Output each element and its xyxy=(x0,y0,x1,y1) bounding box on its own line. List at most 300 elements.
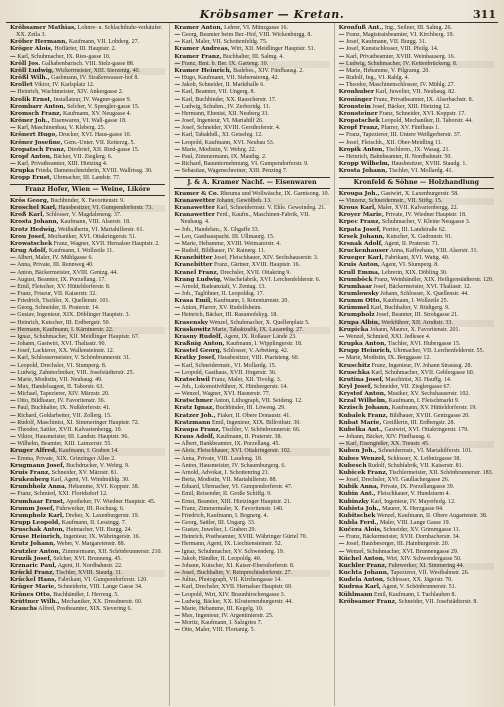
entry-name: Kropf Franz, xyxy=(338,125,380,132)
directory-entry xyxy=(10,491,165,498)
entry-details: Hugo, Kaufmann, VII. Siebensterng. 42. xyxy=(181,75,279,82)
entry-name: Kratochwil xyxy=(174,376,210,383)
directory-entry xyxy=(339,470,494,477)
directory-entry xyxy=(339,413,494,420)
directory-entry xyxy=(174,470,329,477)
directory-entry xyxy=(174,363,329,370)
entry-details: Hermann, Ebenist, XII. Neuberg 33. xyxy=(181,110,269,117)
entry-details: Wirt, XII. Meidlinger Hauptstr. 51. xyxy=(231,46,316,53)
entry-name: — xyxy=(338,548,345,555)
entry-details: Frieda, Damenschneiderin, XVIII. Wallrissg. 30. xyxy=(35,168,153,175)
entry-details: Leopold, Drechsler, VI. Stumperg. 8. xyxy=(17,362,107,369)
directory-entry xyxy=(174,398,329,405)
entry-name: Krastel Georg, xyxy=(174,348,222,355)
directory-entry xyxy=(10,46,165,53)
entry-name: Krümmel xyxy=(338,305,370,312)
entry-details: Zimmermann, XII. Schönbrunnerstr. 210. xyxy=(62,548,163,555)
entry-details: Schlosser, V. Arbeiterg. 42. xyxy=(223,348,289,355)
directory-entry xyxy=(174,154,329,161)
entry-details: Buchbinder, III. Löweng. 29. xyxy=(215,405,286,412)
directory-entry xyxy=(339,312,494,319)
entry-details: Kaufmann, I. Wollzeile 25. xyxy=(383,298,449,305)
entry-details: Paul, Zimmermann, IX. Mauthg. 2. xyxy=(181,153,267,160)
entry-name: Kropf Anton, xyxy=(10,153,53,160)
entry-name: Krumhaar xyxy=(338,283,372,290)
entry-name: — xyxy=(10,305,16,312)
directory-entry xyxy=(174,606,329,613)
entry-details: Josef, Hausbesorger, III. Hainburgerstr. 20. xyxy=(345,541,450,548)
directory-entry xyxy=(10,520,165,527)
entry-details: Buchhalter, III. Salmg. 4. xyxy=(222,53,284,60)
entry-details: Schneider, XV. Grimmgasse 11. xyxy=(383,527,461,534)
entry-name: — xyxy=(10,326,16,333)
directory-entry xyxy=(339,97,494,104)
entry-details: Maler, XVII. Kalvarienbergg. 22. xyxy=(377,205,459,212)
entry-details: Anna, Private, III. Rennweg 40. xyxy=(16,262,94,269)
entry-name: — xyxy=(10,491,16,498)
entry-name: — xyxy=(10,348,16,355)
directory-entry xyxy=(10,61,165,68)
directory-entry xyxy=(339,284,494,291)
entry-details: Kutscher, X. Gudrunstr. 91. xyxy=(386,233,453,240)
entry-name: Kraus Adolf, xyxy=(174,434,215,441)
entry-name: Kropatschek xyxy=(338,118,380,125)
entry-name: — xyxy=(10,341,16,348)
entry-name: Kruschak Anton, xyxy=(10,527,65,534)
entry-details: Leopold, Gasthaus, XVII. Jörgerstr. 36. xyxy=(181,369,277,376)
entry-details: Anton, Hausmeister, IV. Schaumburgerg. 6. xyxy=(181,462,286,469)
directory-entry xyxy=(339,405,494,412)
directory-entry xyxy=(339,584,494,591)
entry-details: Kaufmann, I. Rotenturmstr. 20. xyxy=(213,298,289,305)
entry-details: Karl, Privatbeamter, XIII. Hietzing 4. xyxy=(17,160,108,167)
entry-name: Kraskowitz xyxy=(174,326,211,333)
directory-entry xyxy=(174,499,329,506)
directory-entry xyxy=(339,549,494,556)
directory-entry xyxy=(174,161,329,168)
entry-name: — xyxy=(10,405,16,412)
directory-entry xyxy=(174,125,329,132)
entry-name: — xyxy=(10,426,16,433)
directory-entry xyxy=(174,234,329,241)
entry-details: Marie, Modistin, VII. Neubaug. 49. xyxy=(17,376,103,383)
entry-name: — xyxy=(174,448,181,455)
entry-details: Marie, Tabaktrafik, IX. Lazarethg. 27. xyxy=(212,326,304,333)
directory-entry xyxy=(339,456,494,463)
directory-entry xyxy=(174,227,329,234)
entry-name: Krumbholz Anna, xyxy=(10,484,67,491)
directory-entry xyxy=(10,227,165,234)
entry-details: Karl, Juwelier, VII. Neubaug. 82. xyxy=(375,89,456,96)
directory-entry xyxy=(174,104,329,111)
entry-details: Galhabenbarisch. VIII. Stelz-gasse 88. xyxy=(41,60,135,67)
directory-entry xyxy=(174,191,329,198)
entry-name: Kroyer Marie, xyxy=(338,212,384,219)
entry-details: Josef, Ingenieur, VI. Mariahilf 26. xyxy=(181,118,264,125)
entry-details: Lehrer, VI. Münzgasse 16. xyxy=(224,25,289,31)
directory-entry xyxy=(174,584,329,591)
entry-details: Emil, Kaufmann, I. Tuchlauben 8. xyxy=(374,591,457,598)
entry-name: — xyxy=(174,441,181,448)
entry-name: — xyxy=(174,477,181,484)
directory-column-2 xyxy=(170,23,334,706)
entry-name: — xyxy=(174,527,181,534)
entry-name: — xyxy=(10,419,16,426)
entry-name: Kruzik Josef, xyxy=(10,555,52,562)
entry-details: Wirt, XIV. Schwendergasse 50. xyxy=(386,555,462,562)
entry-details: Franz, Bmt. b. Ber. IX. Garteng. 10. xyxy=(181,60,269,67)
entry-name: Krpata Josef, xyxy=(338,226,381,233)
directory-entry xyxy=(339,111,494,118)
entry-details: Schlosser, V. Magdaleneng. 37. xyxy=(45,212,122,219)
entry-name: Krutzler Anton, xyxy=(10,548,61,555)
directory-entry xyxy=(10,298,165,305)
entry-name: Kröner Joh., xyxy=(10,118,50,125)
entry-name: — xyxy=(174,118,181,125)
directory-entry xyxy=(339,205,494,212)
entry-name: — xyxy=(174,369,181,376)
entry-name: — xyxy=(174,591,181,598)
entry-details: Joh., Lokomotivführer, X. Himbergerstr. 14. xyxy=(181,384,288,390)
entry-details: Johann, Bäcker, XIV. Fünfhausg. 6. xyxy=(345,434,432,441)
entry-details: Leopold, Kaufmann, XVI. Neubau 53. xyxy=(181,139,275,146)
entry-name: — xyxy=(174,226,181,233)
entry-name: — xyxy=(174,290,181,297)
directory-entry xyxy=(339,140,494,147)
entry-details: Wenzel, Schuhmacher, XVI. Brunnengasse 29. xyxy=(345,548,459,555)
entry-details: Franz, Privatbeamter, IX. Alserbachstr. 8. xyxy=(373,96,474,103)
entry-details: Leo, Gasthauspacht. III. Ullmaurg. 15. xyxy=(181,233,275,240)
advertisement-box: J. & A. Kramer Nachf. — Eisenwaren xyxy=(174,177,329,189)
entry-details: Ernst, Beamter, XIII. Hietzinger Hauptstr. 21. xyxy=(181,498,292,505)
directory-entry xyxy=(339,506,494,513)
entry-details: Apotheker, IV. Wiedner Hauptstr. 45. xyxy=(66,498,156,505)
directory-entry xyxy=(339,255,494,262)
entry-name: — xyxy=(174,555,181,562)
entry-name: Krznaric Paul, xyxy=(10,562,57,569)
entry-details: Tischlermeister, XII. Schönbrunnerstr. 183. xyxy=(389,469,494,476)
entry-name: — xyxy=(338,53,345,60)
entry-details: Johann, Schlosser, X. Quellenstr. 44. xyxy=(380,290,469,297)
entry-details: Drucker, XVI. Haus-gasse 10. xyxy=(58,132,132,139)
entry-name: — xyxy=(10,255,16,262)
entry-name: Krsek Johann, xyxy=(338,233,385,240)
entry-name: Kroupa Joh., xyxy=(338,190,380,197)
entry-details: Richard, Bauunternehmung, VI. Gumpendorferstr. 9. xyxy=(181,160,309,167)
directory-entry xyxy=(10,463,165,470)
entry-name: Kröbsamer Mathias, xyxy=(10,25,77,31)
entry-details: Rudolf, Schuhfabrik, VII. Kaiserstr. 81. xyxy=(368,462,464,469)
entry-details: Anton, Pfarrer, XV. Rudolfsheim. xyxy=(181,305,263,312)
entry-name: Kramer Heinrich, xyxy=(174,67,232,74)
directory-entry xyxy=(174,441,329,448)
entry-name: Kronsteiner xyxy=(338,110,378,117)
entry-details: Georg, Sattler, III. Ungarg. 33. xyxy=(181,519,256,526)
entry-details: Bildhauer, XVIII. Gentzgasse 20. xyxy=(389,412,470,419)
directory-entry xyxy=(339,161,494,168)
entry-details: Agent, II. Praterstr. 71. xyxy=(384,240,440,247)
directory-entry xyxy=(339,75,494,82)
entry-name: Krupa Albin, xyxy=(338,319,380,326)
entry-name: — xyxy=(174,541,181,548)
entry-details: Weißnäherin, VI. Mariahilferstr. 61. xyxy=(57,226,145,233)
entry-name: — xyxy=(174,620,181,627)
entry-details: Portier, III. Landstraße 62. xyxy=(382,226,447,233)
entry-details: Richard, Goldarbeiter, VII. Zollerg. 15. xyxy=(17,412,112,419)
entry-name: — xyxy=(174,110,181,117)
directory-entry xyxy=(339,154,494,161)
directory-entry xyxy=(174,348,329,355)
directory-entry xyxy=(174,39,329,46)
entry-name: — xyxy=(338,434,345,441)
entry-name: Kubicek Franz, xyxy=(338,469,388,476)
entry-details: Schneider, XV. Märzstr. 81. xyxy=(51,469,119,476)
entry-name: — xyxy=(174,125,181,132)
directory-entry xyxy=(339,241,494,248)
entry-details: Anna, Private, VIII. Laudong. 18. xyxy=(181,455,263,462)
directory-entry xyxy=(10,563,165,570)
entry-details: Arnold, Advokat, I. Schottenring 21. xyxy=(181,469,270,476)
entry-name: Kramer Anton, xyxy=(174,25,223,31)
directory-entry xyxy=(10,25,165,39)
directory-entry xyxy=(339,262,494,269)
entry-name: — xyxy=(174,577,181,584)
entry-name: Kruis Anton, xyxy=(338,262,380,269)
directory-entry xyxy=(10,456,165,463)
directory-entry xyxy=(174,456,329,463)
columns-container xyxy=(6,23,498,706)
directory-entry xyxy=(10,320,165,327)
entry-details: Fabrikant, VI. Gumpendorferstr. 120. xyxy=(58,577,148,584)
directory-entry xyxy=(339,168,494,175)
entry-details: Ludwig, Bäcker, XX. Klosterneuburgerstr. 44. xyxy=(181,598,293,605)
entry-details: Karl, Schuhmacher, IX. Ries-gasse 10. xyxy=(17,53,111,60)
directory-entry xyxy=(174,212,329,226)
entry-details: Fuhrwerker, XI. Simmering 44. xyxy=(388,562,465,569)
directory-entry xyxy=(339,599,494,606)
entry-details: Marie, Modistin, V. Wehrg. 22. xyxy=(181,146,257,153)
entry-details: Wäschefabrik, XVI. Lerchenfelderstr. 6. xyxy=(223,276,321,283)
entry-name: Kropp Wilhelm, xyxy=(338,160,390,167)
directory-entry xyxy=(339,527,494,534)
entry-name: — xyxy=(338,139,345,146)
entry-name: Kratzer Joh., xyxy=(174,412,216,419)
entry-details: Franz, Friseur, VII. Kaiserstr. 32. xyxy=(17,290,97,297)
entry-details: Kaufmann, I. Wollzeile 11. xyxy=(48,248,114,255)
entry-name: Krpec Franz, xyxy=(338,219,381,226)
entry-name: — xyxy=(338,132,345,139)
entry-name: Kröber Hermann, xyxy=(10,39,68,46)
directory-entry xyxy=(339,556,494,563)
entry-details: Uhrmacher, VII. Lerchenfelderstr. 55. xyxy=(393,348,484,355)
entry-name: Kubla Ferd., xyxy=(338,519,379,526)
entry-details: Ludwig, Schuhm., IV. Zerboridg. 11. xyxy=(181,103,271,110)
entry-details: Josef, Beamter, III. Strohgasse 21. xyxy=(376,312,459,319)
entry-details: Wenzel, Schuhmacher, X. Quellenplatz 5. xyxy=(209,319,310,326)
entry-name: — xyxy=(174,491,181,498)
entry-name: — xyxy=(174,75,181,82)
directory-entry xyxy=(174,341,329,348)
entry-name: — xyxy=(10,362,16,369)
entry-name: Krasa Emil, xyxy=(174,298,213,305)
entry-name: — xyxy=(174,613,181,619)
entry-details: Wenzel, Kaufmann, II. Obere Augartenstr. 38. xyxy=(376,512,488,519)
directory-entry xyxy=(10,527,165,534)
directory-entry xyxy=(339,198,494,205)
entry-name: — xyxy=(10,369,16,376)
entry-details: Private, IX. Porzellangasse 39. xyxy=(380,484,455,491)
entry-name: Krumhaar Ernst, xyxy=(10,498,65,505)
entry-name: Krosta Johann, xyxy=(338,168,388,175)
entry-name: Krotz Hedwig, xyxy=(10,226,57,233)
entry-name: — xyxy=(338,153,345,160)
entry-details: Franz, Schneider, XVI. Koppstr. 17. xyxy=(379,110,466,117)
entry-details: Tischler, XVIII. Staudg. 11. xyxy=(55,570,123,577)
directory-entry xyxy=(339,61,494,68)
entry-name: Krueger Karl, xyxy=(338,255,384,262)
directory-entry xyxy=(339,104,494,111)
entry-details: Heinrich, Bäcker, III. Rasumofskyg. 18. xyxy=(181,312,278,319)
entry-details: Schlosser, XX. Jägerstr. 70. xyxy=(386,577,453,584)
entry-name: — xyxy=(10,53,16,60)
entry-name: Kubista Joh., xyxy=(338,505,381,512)
entry-name: Krupp Heinrich, xyxy=(338,348,392,355)
directory-entry xyxy=(174,434,329,441)
entry-details: Kaufmann, I. Graben 14. xyxy=(58,448,119,455)
directory-entry xyxy=(10,175,165,182)
entry-name: Krzal Wilhelm, xyxy=(338,398,388,405)
entry-details: Ignaz, Schuhmacher, XV. Schwenderg. 19. xyxy=(181,548,285,555)
entry-details: Selcher, XVI. Brunneng. 45. xyxy=(53,555,122,562)
entry-name: — xyxy=(10,269,16,276)
entry-details: Wickerrneister, XIII. Sierzentg. 40. xyxy=(55,67,141,74)
entry-details: Max, Ingenieur, IV. Argentinierstr. 25. xyxy=(181,613,274,619)
directory-entry xyxy=(10,348,165,355)
entry-name: — xyxy=(174,132,181,139)
entry-name: Kramer Franz, xyxy=(174,53,222,60)
entry-name: — xyxy=(338,39,345,46)
entry-details: Tapezierer, VII. Westbahnstr. 26. xyxy=(390,570,470,577)
entry-name: — xyxy=(174,455,181,462)
entry-name: Krauchs xyxy=(10,605,38,612)
directory-entry xyxy=(174,270,329,277)
entry-name: — xyxy=(338,441,345,448)
entry-name: Krull Emma, xyxy=(338,269,380,276)
entry-details: Gastwirt, XVI. Ottakringerstr. 179. xyxy=(384,426,469,433)
entry-name: Kronhuber xyxy=(338,89,375,96)
entry-details: Agent, II. Nordbahnstr. 22. xyxy=(57,562,123,569)
directory-entry xyxy=(339,82,494,89)
directory-entry xyxy=(339,219,494,226)
directory-entry xyxy=(174,577,329,584)
directory-entry xyxy=(10,448,165,455)
entry-name: Kramer & Co. xyxy=(174,190,219,197)
entry-name: Krumlowsky xyxy=(338,290,379,297)
entry-details: Emil, Reisender, II. Große Schiffg. 9. xyxy=(181,491,272,498)
directory-entry xyxy=(339,491,494,498)
entry-name: Krößl Wilh., xyxy=(10,75,50,82)
entry-details: Karl, Tabakhdl., XI. Geiseleg. 12. xyxy=(181,132,263,139)
entry-details: Hutmacher, VII. Burgg. 24. xyxy=(66,527,133,534)
entry-name: — xyxy=(174,96,181,103)
entry-details: Installateur, IV. Wagner-gasse 9. xyxy=(53,96,132,103)
entry-details: Friedrich, Tischler, X. Quellenstr. 101. xyxy=(17,298,110,305)
directory-entry xyxy=(174,520,329,527)
entry-details: Tischler, VI. Mollardg. 41. xyxy=(388,168,454,175)
directory-entry xyxy=(174,391,329,398)
entry-name: Kranebitter xyxy=(174,262,213,269)
entry-details: Viktor, Hausmeister, III. Landstr. Hauptstr. 96. xyxy=(17,434,129,441)
entry-details: Franz, Zimmermaler, X. Favoritenstr. 140. xyxy=(181,505,284,512)
entry-name: — xyxy=(174,60,181,67)
directory-entry xyxy=(10,161,165,168)
directory-entry xyxy=(174,255,329,262)
directory-entry xyxy=(10,370,165,377)
entry-name: — xyxy=(338,46,345,53)
directory-entry xyxy=(174,563,329,570)
entry-name: — xyxy=(338,197,345,204)
entry-details: Friedrich, Kaufmann, I. Bognerg. 4. xyxy=(181,512,268,519)
entry-name: — xyxy=(10,384,16,390)
entry-details: Berta, Modistin, VII. Mariahilferstr. 88. xyxy=(181,477,277,484)
entry-details: Ing., Seilner, III. Salmg. 26. xyxy=(384,25,452,31)
entry-name: Kruschitz xyxy=(338,362,371,369)
entry-details: Leopold, Mechaniker, II. Taborstr. 44. xyxy=(381,118,473,125)
entry-details: Uhrmacher, III. Landstr. 77. xyxy=(53,175,121,182)
entry-name: Krumpholz Karl, xyxy=(10,512,65,519)
entry-name: Krowatschek xyxy=(10,240,53,247)
entry-details: Jakob, Schneider, II. Markthalle 6. xyxy=(181,82,265,89)
entry-details: Rudolf, Ing., VI. Rahlg. 4. xyxy=(345,75,410,82)
directory-entry xyxy=(174,89,329,96)
entry-name: Krückl Franz, xyxy=(10,570,55,577)
directory-entry xyxy=(174,46,329,53)
directory-entry xyxy=(10,384,165,391)
directory-entry xyxy=(10,270,165,277)
entry-name: Krupicka xyxy=(338,326,369,333)
directory-entry xyxy=(10,334,165,341)
directory-entry xyxy=(174,491,329,498)
entry-name: — xyxy=(10,125,16,132)
entry-details: Jakob, Händler, II. Leopoldg. 40. xyxy=(181,555,262,562)
entry-details: Eduard, Uhrmacher, VI. Gumpendorferstr. 47. xyxy=(181,484,293,491)
entry-name: — xyxy=(10,319,16,326)
entry-name: — xyxy=(338,477,345,484)
advertisement-box: Kronfeld & Söhne — Holzhandlung xyxy=(339,177,494,189)
entry-name: Kratschmer xyxy=(174,398,213,405)
directory-entry xyxy=(339,420,494,427)
entry-name: — xyxy=(10,290,16,297)
directory-entry xyxy=(10,377,165,384)
entry-details: August, Beamter, IX. Porzellang. 17. xyxy=(16,276,106,283)
entry-name: — xyxy=(10,398,16,405)
directory-entry xyxy=(339,355,494,362)
entry-details: Buchbinder, X. Favoritenstr. 9. xyxy=(50,197,125,204)
entry-name: Krutina Josef, xyxy=(338,376,384,383)
entry-name: Kraupa Franz, xyxy=(174,426,221,433)
directory-entry xyxy=(339,320,494,327)
entry-name: — xyxy=(10,276,16,283)
entry-name: Kraßnig Anton, xyxy=(174,341,225,348)
entry-details: Werkführer, XII. Arndtstr. 33. xyxy=(381,319,453,326)
entry-details: Josef, Drechsler, XVI. Gaullachergasse 26. xyxy=(345,477,450,484)
entry-details: Ludwig, Schuhmacher, IV. Kettenbrückeng. 8. xyxy=(345,60,458,67)
directory-entry xyxy=(339,147,494,154)
entry-name: Kroninger xyxy=(338,96,373,103)
entry-name: Kuben Joh., xyxy=(338,448,377,455)
entry-name: — xyxy=(338,75,345,82)
entry-name: — xyxy=(10,333,16,340)
